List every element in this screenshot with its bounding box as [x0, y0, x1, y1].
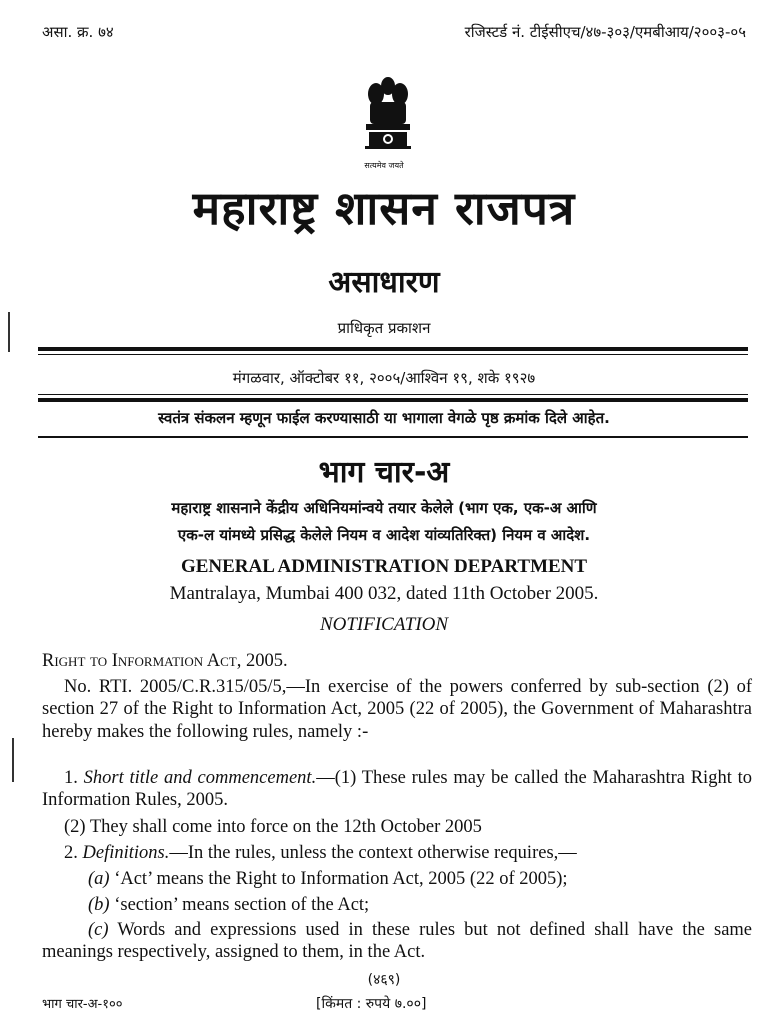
- notification-label: NOTIFICATION: [319, 614, 449, 635]
- definition-b: [42, 894, 768, 916]
- separate-paging-note: स्वतंत्र संकलन म्हणून फाईल करण्यासाठी या भागाला वेगळे पृष्ठ क्रमांक दिले आहेत.: [158, 409, 610, 427]
- rule-1-text: —(1) These rules may be called the Maharashtra Right to Information Rules, 2005.: [42, 768, 752, 811]
- state-emblem-icon: [355, 74, 421, 166]
- rule-1-sub-2: (2) They shall come into force on the 12th October 2005: [64, 817, 482, 837]
- part-description-line-1: महाराष्ट्र शासनाने केंद्रीय अधिनियमांन्वये तयार केलेले (भाग एक, एक-अ आणि: [171, 499, 597, 517]
- rule-mid-thick: [38, 398, 748, 402]
- definition-c: [42, 919, 752, 964]
- address-line: Mantralaya, Mumbai 400 032, dated 11th October 2005.: [169, 583, 599, 604]
- act-heading: Right to Information Act, 2005.: [42, 651, 288, 671]
- emblem-motto: सत्यमेव जयते: [364, 161, 404, 170]
- margin-mark-lower: [12, 738, 14, 782]
- department-heading: GENERAL ADMINISTRATION DEPARTMENT: [180, 556, 588, 577]
- date-line: मंगळवार, ऑक्टोबर ११, २००५/आश्विन १९, शके १९२७: [232, 369, 536, 387]
- rule-2-text: —In the rules, unless the context otherwise requires,—: [169, 843, 577, 863]
- rule-mid-thin: [38, 394, 748, 395]
- rule-1-number: 1.: [64, 768, 78, 788]
- rule-bottom: [38, 436, 748, 438]
- rule-2-paragraph: [42, 842, 752, 864]
- rule-2-heading: Definitions.: [82, 843, 170, 863]
- definition-a-label: (a): [88, 869, 110, 889]
- definition-a: [42, 868, 768, 890]
- footer-part-reference: भाग चार-अ-१००: [42, 997, 123, 1012]
- rule-top-thick: [38, 347, 748, 351]
- header-reference: असा. क्र. ७४: [42, 23, 114, 41]
- definition-a-text: ‘Act’ means the Right to Information Act, 2005 (22 of 2005);: [114, 869, 568, 889]
- page-number: (४६९): [367, 972, 401, 988]
- authority-label: प्राधिकृत प्रकाशन: [337, 319, 431, 337]
- preamble-paragraph: No. RTI. 2005/C.R.315/05/5,—In exercise of the powers conferred by sub-section (2) of section 27 of the Right to Information Act, 2005 (22 of 2005), the Government of Maharashtra hereby makes the following rules, namely :-: [42, 677, 752, 742]
- margin-mark-upper: [8, 312, 10, 352]
- part-title: भाग चार-अ: [318, 455, 450, 490]
- gazette-title: महाराष्ट्र शासन राजपत्र: [192, 181, 576, 235]
- definition-b-label: (b): [88, 895, 110, 915]
- rule-1-heading: Short title and commencement.: [83, 768, 317, 788]
- registration-number: रजिस्टर्ड नं. टीईसीएच/४७-३०३/एमबीआय/२००३-०५: [464, 23, 746, 41]
- rule-1-paragraph: [42, 767, 752, 812]
- footer-price: [किंमत : रुपये ७.००]: [316, 996, 427, 1012]
- definition-c-label: (c): [88, 920, 109, 940]
- rule-top-thin: [38, 354, 748, 355]
- edition-label: असाधारण: [328, 265, 440, 300]
- rule-2-number: 2.: [64, 843, 78, 863]
- definition-c-text: Words and expressions used in these rules but not defined shall have the same meanings respectively, assigned to them, in the Act.: [42, 920, 753, 963]
- definition-b-text: ‘section’ means section of the Act;: [114, 895, 370, 915]
- part-description-line-2: एक-ल यांमध्ये प्रसिद्ध केलेले नियम व आदेश यांव्यतिरिक्त) नियम व आदेश.: [177, 526, 591, 544]
